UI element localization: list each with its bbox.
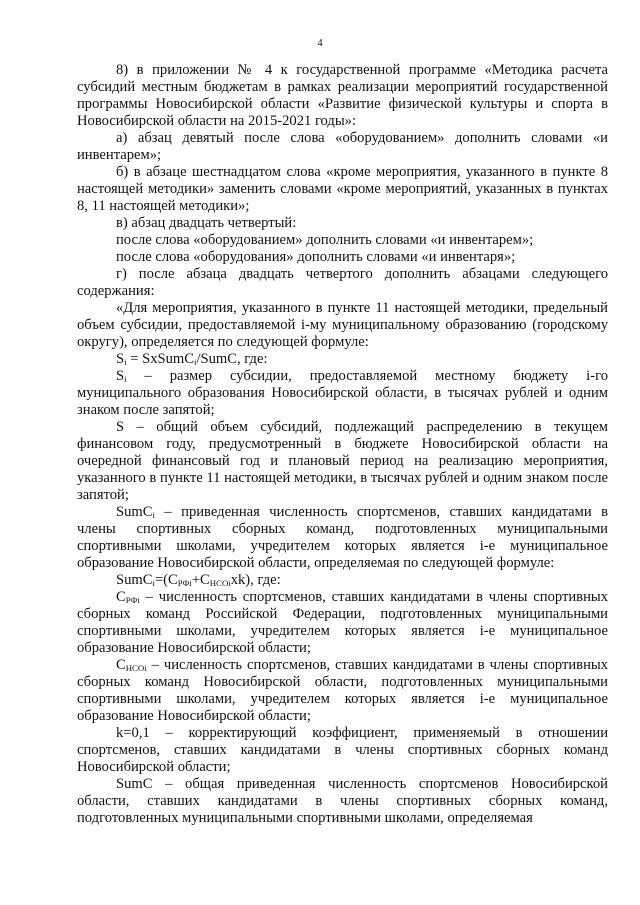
subitem-v-line-1: после слова «оборудованием» дополнить словами «и инвентарем»;	[116, 232, 534, 248]
page-number: 4	[317, 38, 323, 49]
definition-s: S – общий объем субсидий, подлежащий распределению в текущем финансовом году, предусмотренный в бюджете Новосибирской области на очередной финансовый год и плановый период на реализацию мероприятия, указанного в пункте 11 настоящей методики, в тысячах рублей и одним знаком после запятой;	[77, 419, 608, 503]
subitem-g-paragraph: г) после абзаца двадцать четвертого дополнить абзацами следующего содержания:	[77, 266, 608, 299]
subitem-a-paragraph: а) абзац девятый после слова «оборудованием» дополнить словами «и инвентарем»;	[77, 130, 608, 163]
definition-si: $S_i$ – размер субсидии, предоставляемой местному бюджету i-го муниципального образования Новосибирской области, в тысячах рублей и одним знаком после запятой;	[77, 368, 608, 418]
document-body	[77, 62, 608, 827]
definition-sumc: SumC – общая приведенная численность спортсменов Новосибирской области, ставших кандидатами в члены спортивных сборных команд, подготовленных муниципальными спортивными школами, определяемая	[77, 776, 608, 826]
subitem-v-paragraph: в) абзац двадцать четвертый:	[116, 215, 297, 231]
definition-cnso: $C_{НСОi}$ – численность спортсменов, ставших кандидатами в члены спортивных сборных команд Новосибирской области, подготовленных муниципальными спортивными школами, учредителем которых является i-е муниципальное образование Новосибирской области;	[77, 657, 608, 724]
subitem-b-paragraph: б) в абзаце шестнадцатом слова «кроме мероприятия, указанного в пункте 8 настоящей методики» заменить словами «кроме мероприятий, указанных в пунктах 8, 11 настоящей методики»;	[77, 164, 608, 214]
item-8-paragraph: 8) в приложении № 4 к государственной программе «Методика расчета субсидий местным бюджетам в рамках реализации мероприятий государственной программы Новосибирской области «Развитие физической культуры и спорта в Новосибирской области на 2015-2021 годы»:	[77, 62, 608, 129]
definition-sumci: SumC$_i$ – приведенная численность спортсменов, ставших кандидатами в члены спортивных сборных команд, подготовленных муниципальными спортивными школами, учредителем которых является i-е муниципальное образование Новосибирской области, определяемая по следующей формуле:	[77, 504, 608, 571]
formula-si: $S_i$ = SxSumC$_i$/SumC, где:	[116, 351, 268, 367]
formula-sumci: $SumC_i=(C_{РФi}+C_{НСОi}xk)$, где:	[116, 572, 281, 588]
definition-crf: $C_{РФi}$ – численность спортсменов, ставших кандидатами в члены спортивных сборных команд Российской Федерации, подготовленных муниципальными спортивными школами, учредителем которых является i-е муниципальное образование Новосибирской области;	[77, 589, 608, 656]
quoted-intro-paragraph: «Для мероприятия, указанного в пункте 11 настоящей методики, предельный объем субсидии, предоставляемой i-му муниципальному образованию (городскому округу), определяется по следующей формуле:	[77, 300, 608, 350]
subitem-v-line-2: после слова «оборудования» дополнить словами «и инвентаря»;	[116, 249, 516, 265]
definition-k: k=0,1 – корректирующий коэффициент, применяемый в отношении спортсменов, ставших кандидатами в члены спортивных сборных команд Новосибирской области;	[77, 725, 608, 775]
